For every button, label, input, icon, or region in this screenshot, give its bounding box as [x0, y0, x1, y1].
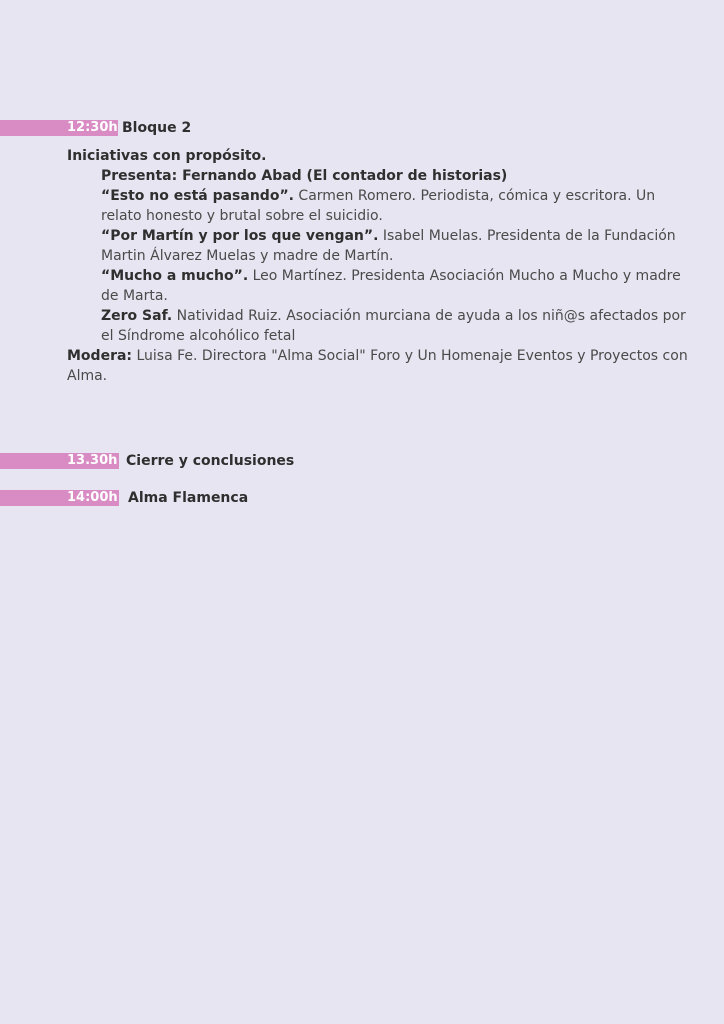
talk-title: “Por Martín y por los que vengan”.	[101, 228, 379, 244]
block-content	[67, 146, 697, 386]
schedule-slot-1400	[0, 489, 300, 507]
time-label: 14:00h	[67, 490, 118, 505]
block-subtitle: Iniciativas con propósito.	[67, 148, 267, 164]
talk-item	[67, 306, 697, 346]
time-label: 13.30h	[67, 453, 118, 468]
talk-item	[67, 226, 697, 266]
presenter-line: Presenta: Fernando Abad (El contador de historias)	[101, 168, 508, 184]
schedule-slot-1330	[0, 452, 320, 470]
talk-title: “Esto no está pasando”.	[101, 188, 294, 204]
block-title: Bloque 2	[122, 120, 192, 136]
moderator-text: Luisa Fe. Directora "Alma Social" Foro y Un Homenaje Eventos y Proyectos con Alma.	[67, 348, 688, 384]
talk-title: “Mucho a mucho”.	[101, 268, 249, 284]
talk-description: Natividad Ruiz. Asociación murciana de ayuda a los niñ@s afectados por el Síndrome alcohólico fetal	[101, 308, 686, 344]
time-label: 12:30h	[67, 120, 118, 135]
talk-item	[67, 186, 697, 226]
talk-description: Carmen Romero. Periodista, cómica y escritora. Un relato honesto y brutal sobre el suicidio.	[101, 188, 656, 224]
moderator-label: Modera:	[67, 348, 133, 364]
moderator-line	[67, 346, 697, 386]
block-title: Cierre y conclusiones	[126, 453, 295, 469]
talk-title: Zero Saf.	[101, 308, 173, 324]
talk-description: Leo Martínez. Presidenta Asociación Mucho a Mucho y madre de Marta.	[101, 268, 681, 304]
block-title: Alma Flamenca	[128, 490, 249, 506]
talk-item	[67, 266, 697, 306]
talk-description: Isabel Muelas. Presidenta de la Fundación Martin Álvarez Muelas y madre de Martín.	[101, 228, 676, 264]
schedule-slot-1230	[0, 119, 200, 137]
